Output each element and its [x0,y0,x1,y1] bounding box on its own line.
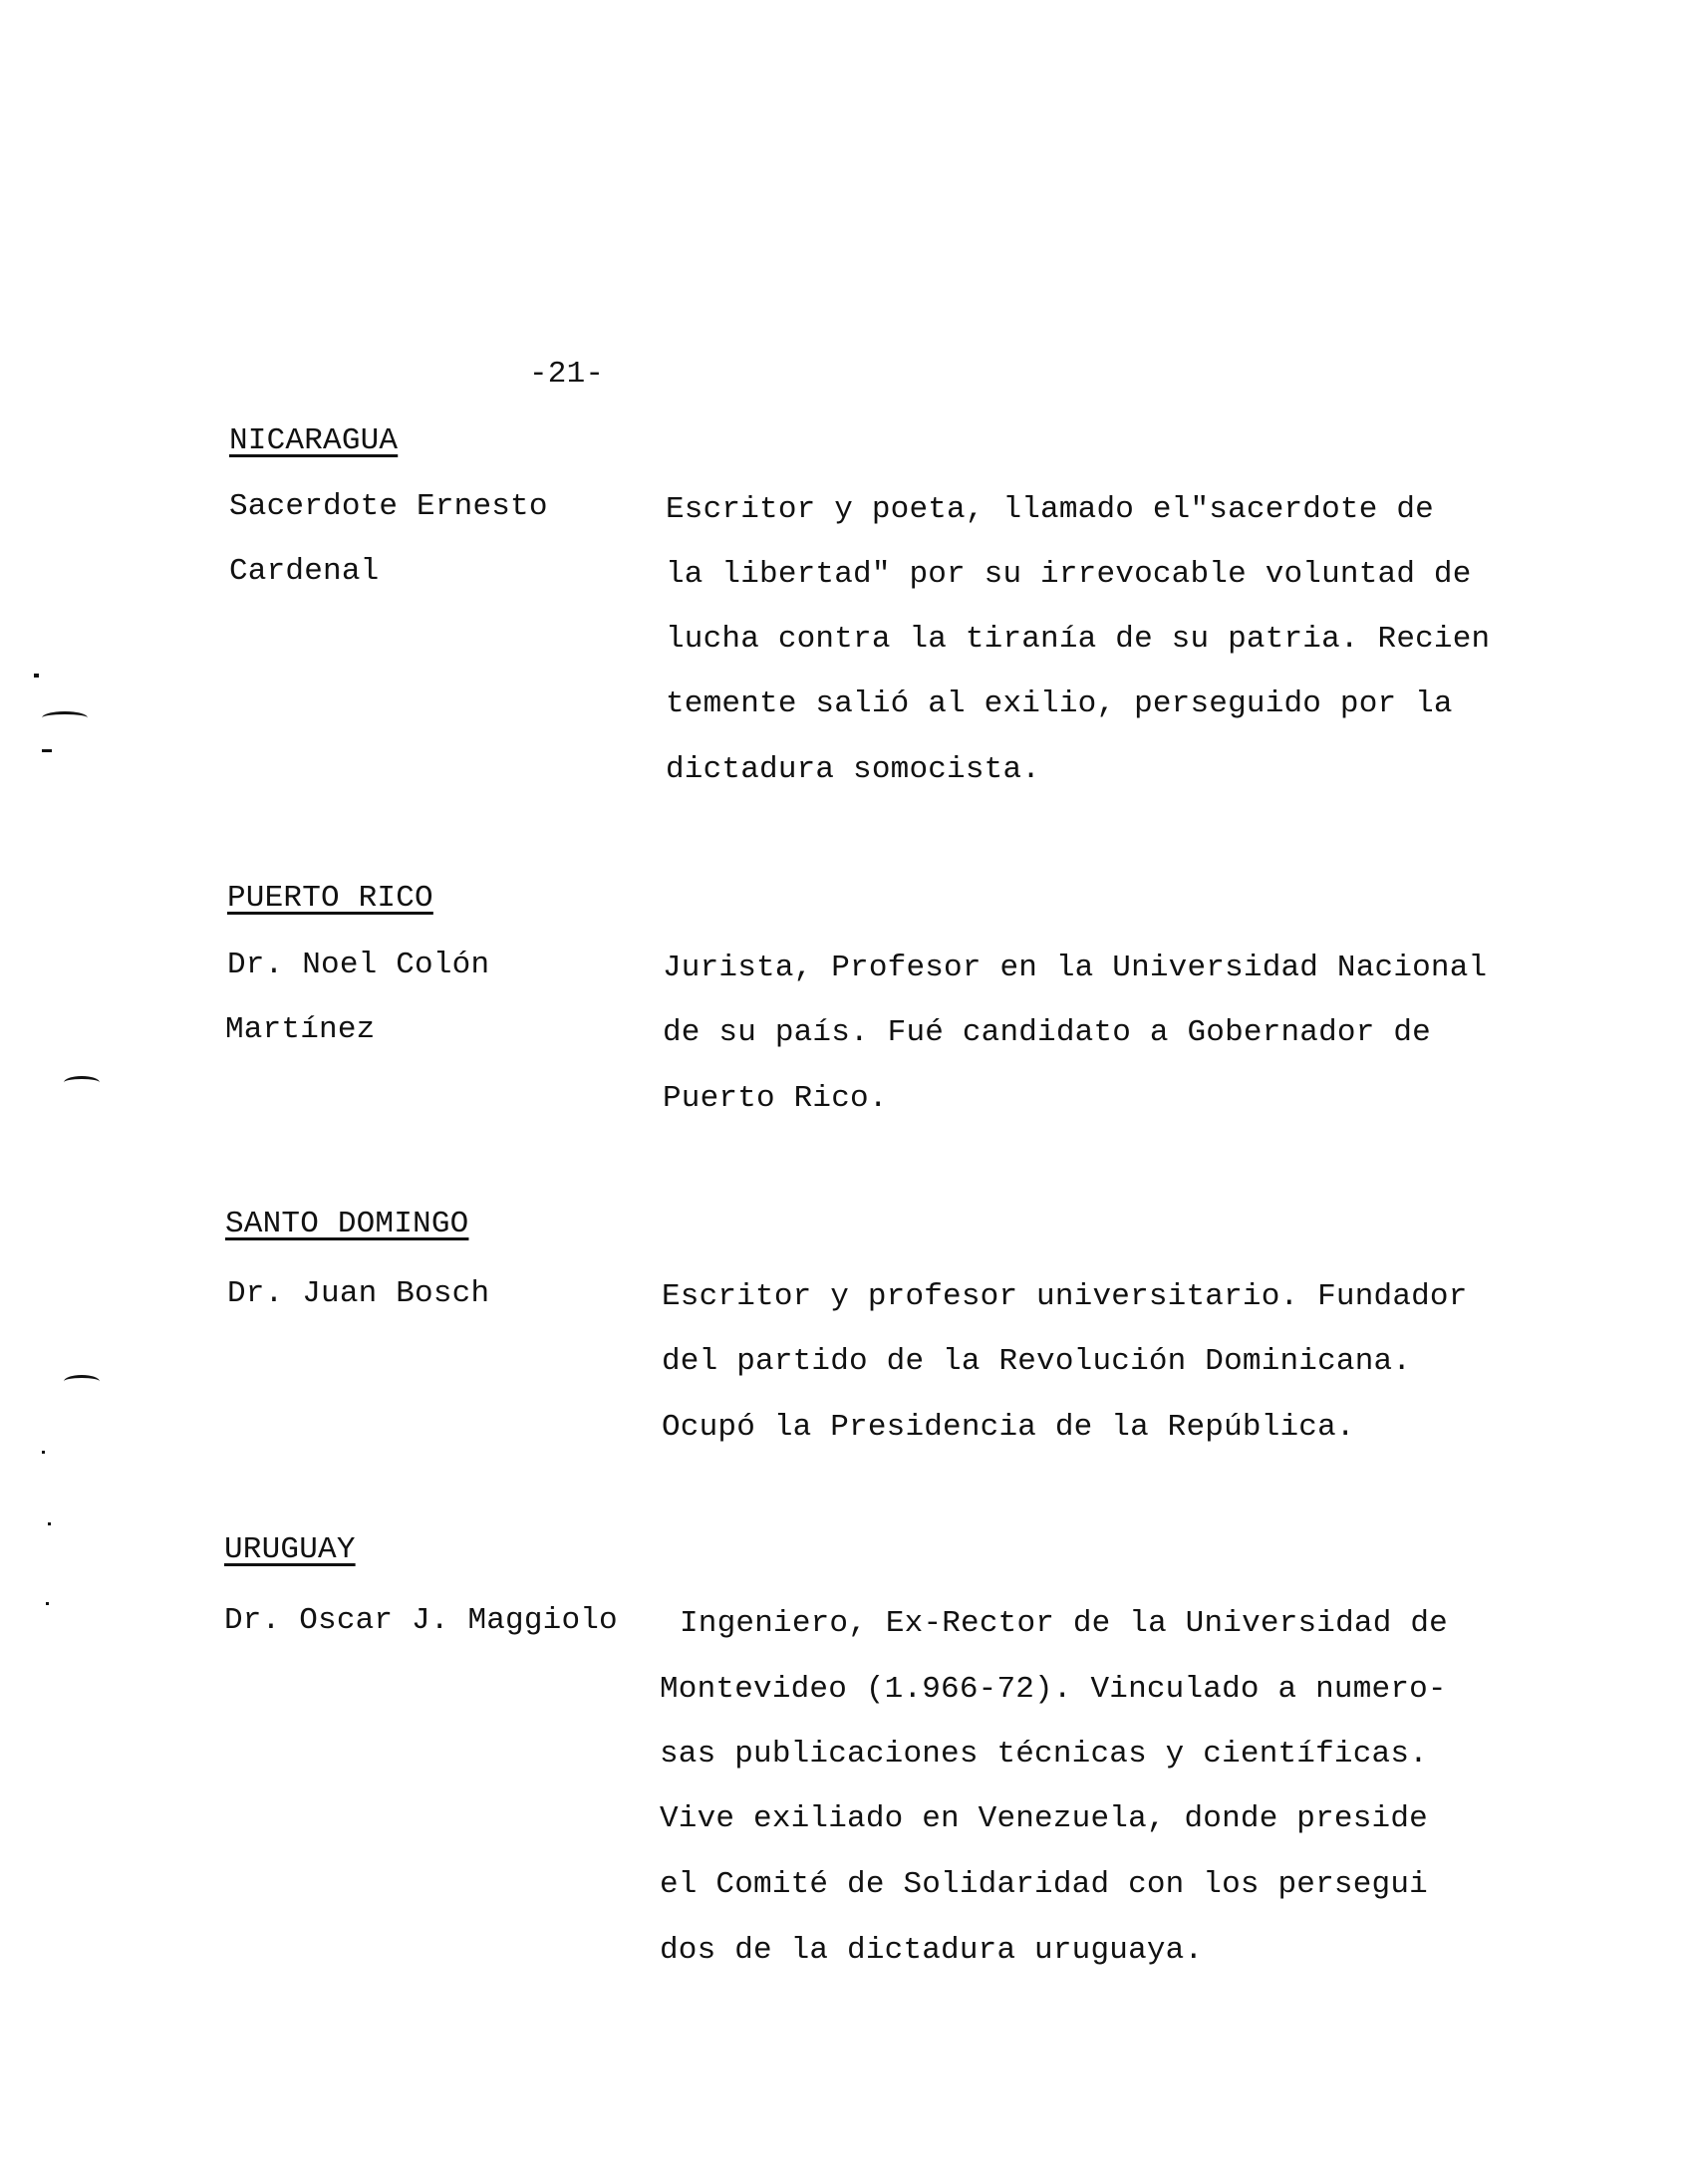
description-line: dos de la dictadura uruguaya. [660,1933,1204,1968]
description-line: lucha contra la tiranía de su patria. Recien [666,622,1491,657]
description-line: Escritor y profesor universitario. Fundador [662,1279,1468,1314]
country-heading-puerto-rico: PUERTO RICO [227,881,433,916]
description-line: sas publicaciones técnicas y científicas. [660,1737,1428,1772]
description-line: Vive exiliado en Venezuela, donde preside [660,1801,1428,1836]
description-line: temente salió al exilio, perseguido por la [666,686,1453,721]
scan-speck [46,1602,49,1605]
person-name-line: Dr. Oscar J. Maggiolo [224,1603,618,1638]
description-line: el Comité de Solidaridad con los persegui [660,1867,1428,1902]
description-line: Montevideo (1.966-72). Vinculado a numero- [660,1672,1447,1707]
scan-artifact-arc [64,1076,100,1089]
person-name-line: Sacerdote Ernesto [229,489,548,524]
scan-speck [34,674,39,678]
description-line: Puerto Rico. [663,1081,888,1116]
description-line: Jurista, Profesor en la Universidad Nacional [663,951,1488,985]
scan-speck [42,749,52,752]
person-name-line: Martínez [225,1012,376,1047]
scan-speck [48,1522,51,1525]
country-heading-uruguay: URUGUAY [224,1532,356,1567]
scan-speck [42,1451,45,1454]
description-line: Escritor y poeta, llamado el"sacerdote de [666,492,1434,527]
description-line: del partido de la Revolución Dominicana. [662,1344,1412,1379]
description-line: de su país. Fué candidato a Gobernador de [663,1015,1431,1050]
scan-artifact-arc [42,711,88,724]
person-name-line: Cardenal [229,554,380,589]
page-number: -21- [529,357,605,392]
person-name-line: Dr. Noel Colón [227,948,490,982]
country-heading-santo-domingo: SANTO DOMINGO [225,1207,469,1241]
description-line: Ingeniero, Ex-Rector de la Universidad de [680,1606,1448,1641]
description-line: Ocupó la Presidencia de la República. [662,1410,1355,1445]
scan-artifact-arc [64,1375,100,1388]
country-heading-nicaragua: NICARAGUA [229,423,399,458]
description-line: la libertad" por su irrevocable voluntad de [666,557,1472,592]
person-name-line: Dr. Juan Bosch [227,1276,490,1311]
description-line: dictadura somocista. [666,752,1041,787]
